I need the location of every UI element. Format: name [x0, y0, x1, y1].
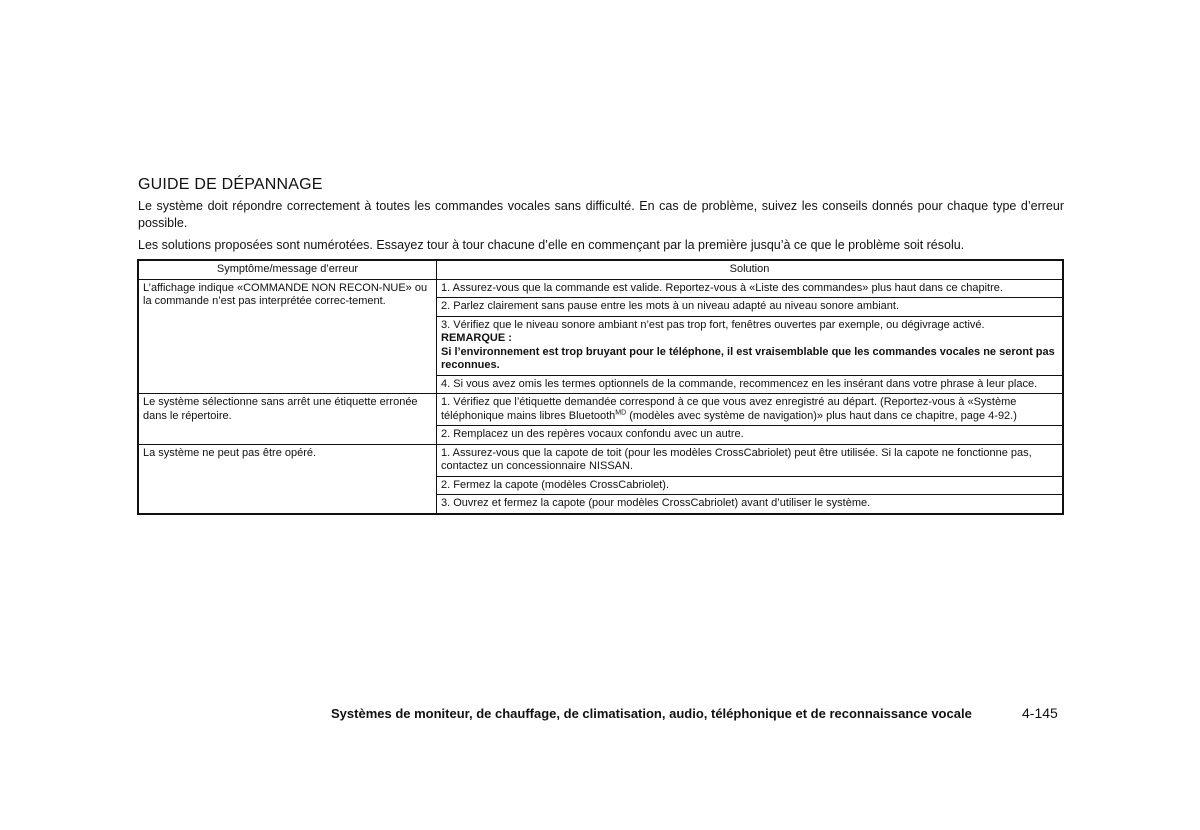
solution-cell: 1. Assurez-vous que la capote de toit (pour les modèles CrossCabriolet) peut être utilisée. Si la capote ne fonctionne pas, contactez un concessionnaire NISSAN.: [437, 444, 1064, 476]
symptom-cell: L’affichage indique «COMMANDE NON RECON-NUE» ou la commande n’est pas interprétée correc-tement.: [138, 279, 437, 394]
page-title: GUIDE DE DÉPANNAGE: [138, 176, 323, 193]
symptom-column-header: Symptôme/message d’erreur: [138, 260, 437, 279]
intro-paragraph: Le système doit répondre correctement à toutes les commandes vocales sans difficulté. En cas de problème, suivez les conseils donnés pour chaque type d’erreur possible.: [138, 199, 1064, 230]
symptom-cell: Le système sélectionne sans arrêt une étiquette erronée dans le répertoire.: [138, 394, 437, 445]
trademark-superscript: MD: [615, 408, 627, 416]
table-header-row: [138, 260, 1063, 279]
solution-cell: [437, 394, 1064, 426]
solution-cell: 4. Si vous avez omis les termes optionnels de la commande, recommencez en les insérant dans votre phrase à leur place.: [437, 375, 1064, 394]
note-title: REMARQUE :: [441, 332, 512, 344]
solution-cell: [437, 316, 1064, 375]
page-number: 4-145: [1022, 705, 1058, 721]
troubleshooting-table: [137, 259, 1064, 515]
solution-text: (modèles avec système de navigation)» plus haut dans ce chapitre, page 4-92.): [626, 409, 1017, 422]
solution-cell: 2. Fermez la capote (modèles CrossCabriolet).: [437, 476, 1064, 495]
solution-text: 1. Vérifiez que l’étiquette demandée correspond à ce que vous avez enregistré au départ. (Reportez-vous à «Système téléphonique mains libres Bluetooth: [441, 396, 1017, 422]
solution-cell: 3. Ouvrez et fermez la capote (pour modèles CrossCabriolet) avant d’utiliser le système.: [437, 495, 1064, 514]
solution-cell: 1. Assurez-vous que la commande est valide. Reportez-vous à «Liste des commandes» plus haut dans ce chapitre.: [437, 279, 1064, 298]
table-row: [138, 444, 1063, 476]
solution-cell: 2. Remplacez un des repères vocaux confondu avec un autre.: [437, 426, 1064, 445]
chapter-footer: Systèmes de moniteur, de chauffage, de climatisation, audio, téléphonique et de reconnaissance vocale: [331, 706, 972, 721]
symptom-cell: La système ne peut pas être opéré.: [138, 444, 437, 514]
solution-column-header: Solution: [437, 260, 1064, 279]
table-row: [138, 279, 1063, 298]
table-row: [138, 394, 1063, 426]
solution-text: 3. Vérifiez que le niveau sonore ambiant n’est pas trop fort, fenêtres ouvertes par exemple, ou dégivrage activé.: [441, 318, 985, 331]
note-text: Si l’environnement est trop bruyant pour le téléphone, il est vraisemblable que les commandes vocales ne seront pas reconnues.: [441, 345, 1055, 371]
instructions-paragraph: Les solutions proposées sont numérotées. Essayez tour à tour chacune d’elle en commençant par la première jusqu’à ce que le problème soit résolu.: [138, 238, 965, 252]
solution-cell: 2. Parlez clairement sans pause entre les mots à un niveau adapté au niveau sonore ambiant.: [437, 298, 1064, 317]
